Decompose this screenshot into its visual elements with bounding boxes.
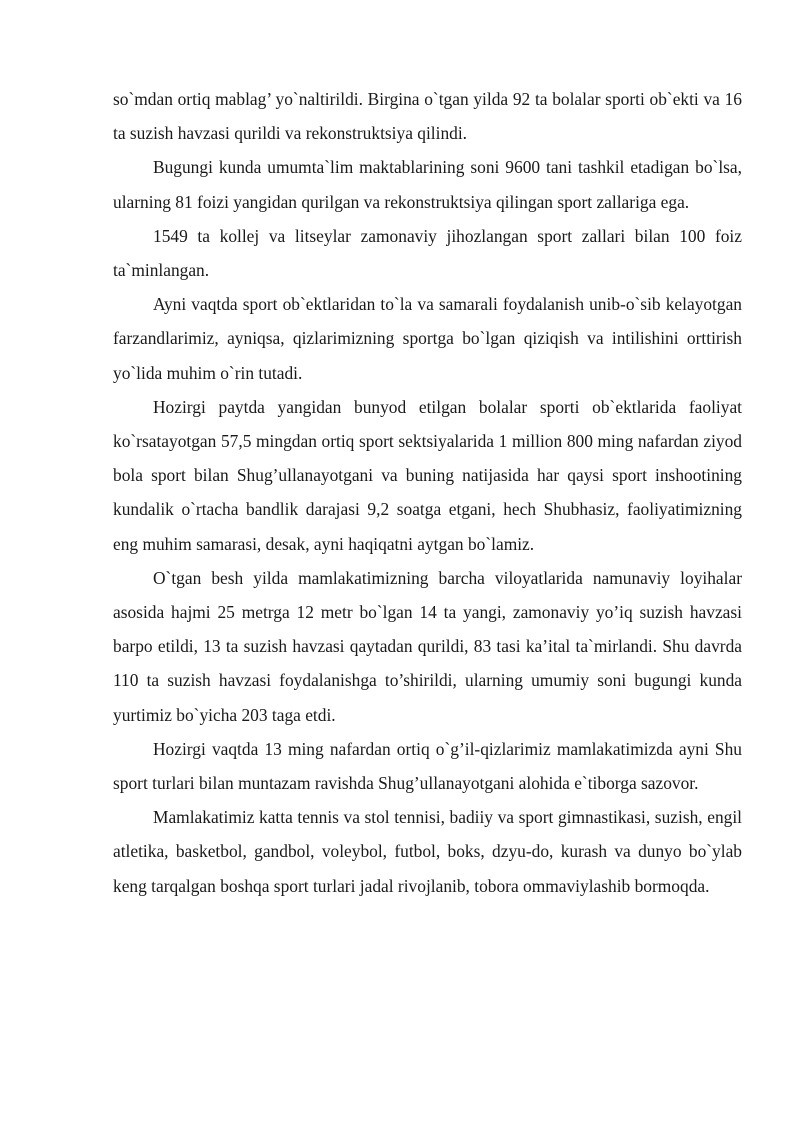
paragraph: Hozirgi paytda yangidan bunyod etilgan bolalar sporti ob`ektlarida faoliyat ko`rsatayotgan 57,5 mingdan ortiq sport sektsiyalarida 1 million 800 ming nafardan ziyod bola sport bilan Shug’ullanayotgani va buning natijasida har qaysi sport inshootining kundalik o`rtacha bandlik darajasi 9,2 soatga etgani, hech Shubhasiz, faoliyatimizning eng muhim samarasi, desak, ayni haqiqatni aytgan bo`lamiz. (113, 396, 742, 554)
paragraph: Hozirgi vaqtda 13 ming nafardan ortiq o`g’il-qizlarimiz mamlakatimizda ayni Shu sport turlari bilan muntazam ravishda Shug’ullanayotgani alohida e`tiborga sazovor. (113, 738, 742, 794)
paragraph-continuation: so`mdan ortiq mablag’ yo`naltirildi. Birgina o`tgan yilda 92 ta bolalar sporti ob`ekti va 16 ta suzish havzasi qurildi va rekonstruktsiya qilindi. (113, 89, 742, 144)
paragraph: O`tgan besh yilda mamlakatimizning barcha viloyatlarida namunaviy loyihalar asosida hajmi 25 metrga 12 metr bo`lgan 14 ta yangi, zamonaviy yo’iq suzish havzasi barpo etildi, 13 ta suzish havzasi qaytadan qurildi, 83 tasi ka’ital ta`mirlandi. Shu davrda 110 ta suzish havzasi foydalanishga to’shirildi, ularning umumiy soni bugungi kunda yurtimiz bo`yicha 203 taga etdi. (113, 567, 742, 725)
paragraph: Bugungi kunda umumta`lim maktablarining soni 9600 tani tashkil etadigan bo`lsa, ularning 81 foizi yangidan qurilgan va rekonstruktsiya qilingan sport zallariga ega. (113, 157, 742, 212)
paragraph: Mamlakatimiz katta tennis va stol tennisi, badiiy va sport gimnastikasi, suzish, engil atletika, basketbol, gandbol, voleybol, futbol, boks, dzyu-do, kurash va dunyo bo`ylab keng tarqalgan boshqa sport turlari jadal rivojlanib, tobora ommaviylashib bormoqda. (113, 807, 742, 896)
paragraph: Ayni vaqtda sport ob`ektlaridan to`la va samarali foydalanish unib-o`sib kelayotgan farzandlarimiz, ayniqsa, qizlarimizning sportga bo`lgan qiziqish va intilishini orttirish yo`lida muhim o`rin tutadi. (113, 294, 742, 383)
body-text (113, 82, 742, 903)
paragraph: 1549 ta kollej va litseylar zamonaviy jihozlangan sport zallari bilan 100 foiz ta`minlangan. (113, 225, 742, 281)
